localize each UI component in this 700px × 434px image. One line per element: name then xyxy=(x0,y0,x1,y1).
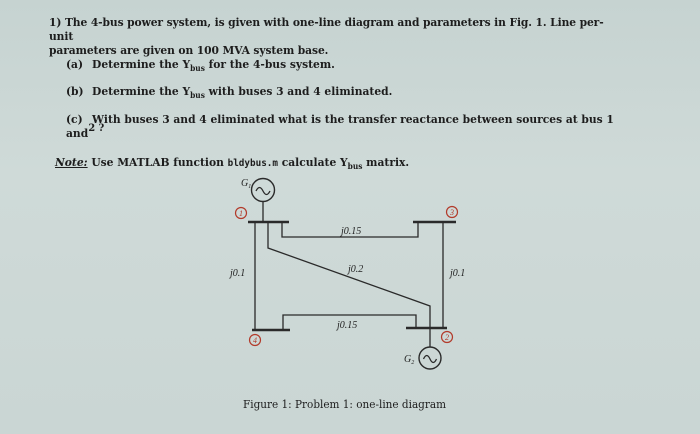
impedance-1-4-label: j0.1 xyxy=(230,268,246,279)
svg-text:3: 3 xyxy=(450,208,454,217)
part-a-text-post: for the 4-bus system. xyxy=(204,57,335,71)
part-b-label: (b) xyxy=(66,84,84,98)
svg-text:4: 4 xyxy=(253,336,257,345)
line-1-2 xyxy=(268,222,430,328)
part-a-text-pre: Determine the Y xyxy=(92,57,191,71)
note-key: Note: xyxy=(55,155,88,169)
part-b-subscript: bus xyxy=(190,90,205,100)
impedance-4-2-label: j0.15 xyxy=(337,320,358,331)
bus-1-number-icon xyxy=(236,208,247,219)
part-c-label: (c) xyxy=(66,112,83,126)
generator-g2-icon xyxy=(419,328,441,369)
part-b-text-pre: Determine the Y xyxy=(92,84,191,98)
part-a-subscript: bus xyxy=(190,63,205,73)
g1-label: $G_1$ xyxy=(241,178,252,190)
generator-g1-icon xyxy=(252,179,275,223)
note-mid: calculate Y xyxy=(277,155,348,169)
note-code: bldybus.m xyxy=(227,158,278,169)
problem-intro-line1: 1) The 4-bus power system, is given with one-line diagram and parameters in Fig. 1. Line per-unit xyxy=(49,15,604,43)
bus-2-number-icon xyxy=(442,332,453,343)
bus-4-number-icon xyxy=(250,335,261,346)
figure-caption: Figure 1: Problem 1: one-line diagram xyxy=(243,398,447,411)
g2-label: $G_2$ xyxy=(404,354,415,366)
impedance-1-3-label: j0.15 xyxy=(341,226,362,237)
problem-intro-line2: parameters are given on 100 MVA system base. xyxy=(49,43,329,57)
part-b-text-post: with buses 3 and 4 eliminated. xyxy=(204,84,393,98)
note-post: matrix. xyxy=(362,155,410,169)
note-subscript: bus xyxy=(347,161,363,171)
impedance-1-2-label: j0.2 xyxy=(348,264,364,275)
bus-3-number-icon xyxy=(447,207,458,218)
svg-text:2: 2 xyxy=(445,333,449,342)
part-c-continuation: 2 ? xyxy=(88,122,105,134)
part-a-label: (a) xyxy=(66,57,84,71)
impedance-3-2-label: j0.1 xyxy=(450,268,466,279)
part-c-text: With buses 3 and 4 eliminated what is the transfer reactance between sources at bus 1 and xyxy=(66,112,614,140)
note-pre: Use MATLAB function xyxy=(87,155,228,169)
svg-text:1: 1 xyxy=(239,209,243,218)
